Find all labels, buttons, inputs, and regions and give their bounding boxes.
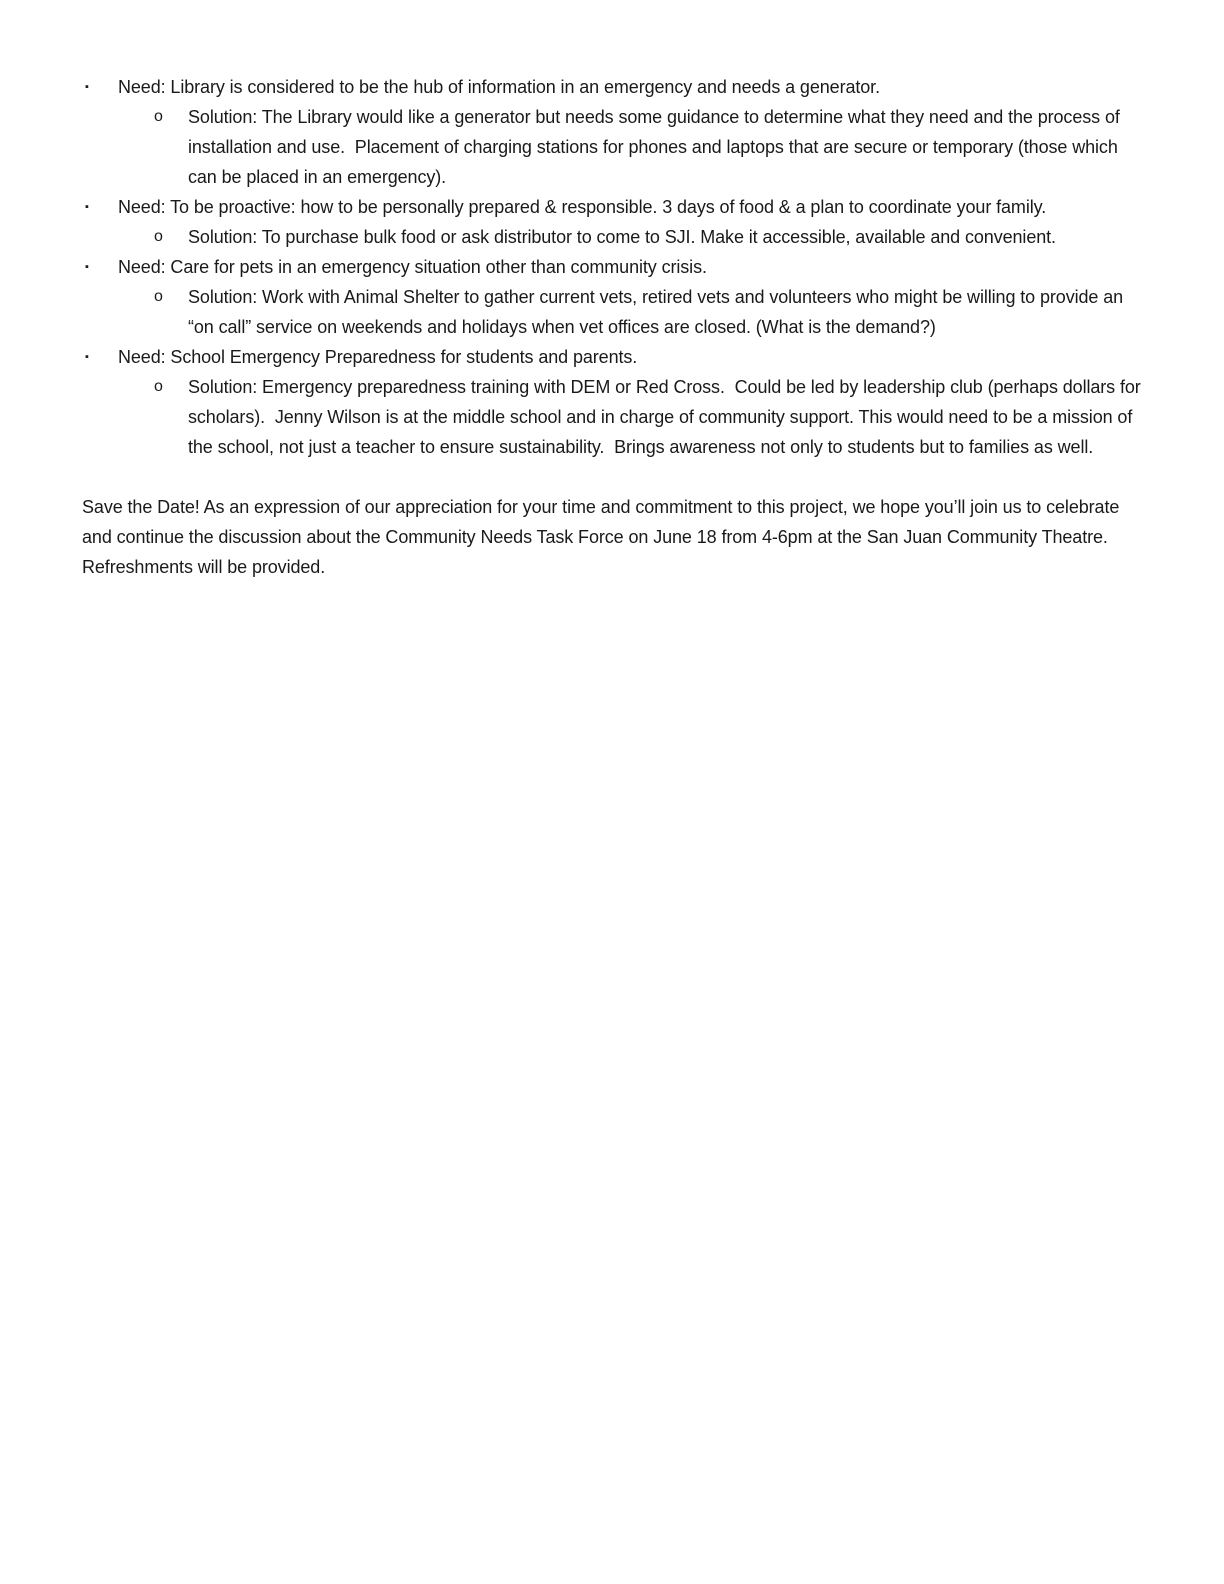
solution-text: Solution: The Library would like a generator but needs some guidance to determine what they need and the process of installation and use. Placement of charging stations for phones and laptops that are secure or temporary (those which can be placed in an emergency). xyxy=(188,107,1125,187)
solution-text: Solution: Emergency preparedness training with DEM or Red Cross. Could be led by leadership club (perhaps dollars for scholars). Jenny Wilson is at the middle school and in charge of community support. This would need to be a mission of the school, not just a teacher to ensure sustainability. Brings awareness not only to students but to families as well. xyxy=(188,377,1146,457)
square-bullet-icon: ▪ xyxy=(85,261,89,273)
closing-paragraph: Save the Date! As an expression of our appreciation for your time and commitment to this project, we hope you’ll join us to celebrate and continue the discussion about the Community Needs Task Force on June 18 from 4-6pm at the San Juan Community Theatre. Refreshments will be provided. xyxy=(82,497,1125,577)
circle-bullet-icon: o xyxy=(154,228,163,245)
list-subitem-solution-proactive xyxy=(82,222,1142,252)
list-subitem-solution-library xyxy=(82,102,1142,192)
need-text: Need: To be proactive: how to be personally prepared & responsible. 3 days of food & a plan to coordinate your family. xyxy=(118,197,1047,217)
list-item-need-school xyxy=(82,342,1142,372)
circle-bullet-icon: o xyxy=(154,288,163,305)
square-bullet-icon: ▪ xyxy=(85,201,89,213)
list-item-need-proactive xyxy=(82,192,1142,222)
list-subitem-solution-pets xyxy=(82,282,1142,342)
list-item-need-pets xyxy=(82,252,1142,282)
circle-bullet-icon: o xyxy=(154,108,163,125)
list-subitem-solution-school xyxy=(82,372,1146,462)
square-bullet-icon: ▪ xyxy=(85,351,89,363)
need-text: Need: Library is considered to be the hub of information in an emergency and needs a generator. xyxy=(118,77,880,97)
list-item-need-library xyxy=(82,72,1142,102)
need-text: Need: Care for pets in an emergency situation other than community crisis. xyxy=(118,257,707,277)
need-text: Need: School Emergency Preparedness for students and parents. xyxy=(118,347,638,367)
solution-text: Solution: Work with Animal Shelter to gather current vets, retired vets and volunteers who might be willing to provide an “on call” service on weekends and holidays when vet offices are closed. (What is the demand?) xyxy=(188,287,1128,337)
circle-bullet-icon: o xyxy=(154,378,163,395)
square-bullet-icon: ▪ xyxy=(85,81,89,93)
needs-solutions-list xyxy=(82,72,1146,462)
solution-text: Solution: To purchase bulk food or ask distributor to come to SJI. Make it accessible, available and convenient. xyxy=(188,227,1056,247)
